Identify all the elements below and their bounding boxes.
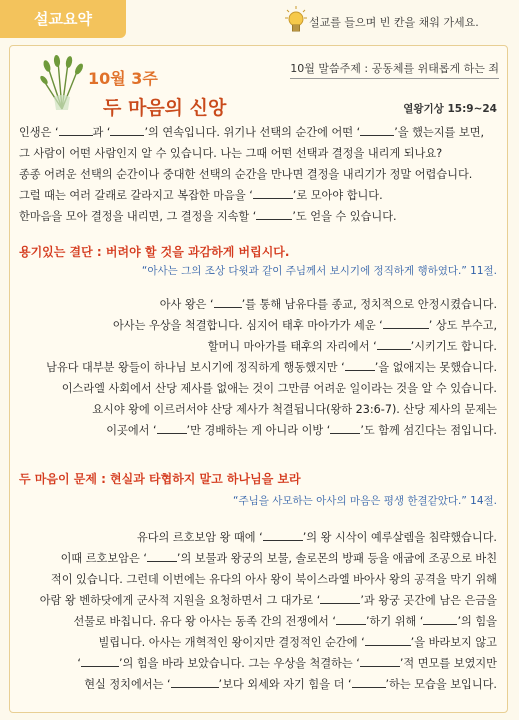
paragraph-line [19, 185, 383, 206]
section2-heading: 두 마음이 문제 : 현실과 타협하지 말고 하나님을 보라 [19, 472, 301, 486]
line-text: ’도 얻을 수 있습니다. [292, 210, 397, 223]
line-text: 이때 르호보암은 ‘ [60, 552, 147, 565]
line-text: ’도 함께 섬긴다는 점입니다. [360, 424, 497, 437]
line-text: 아람 왕 벤하닷에게 군사적 지원을 요청하면서 그 대가로 ‘ [39, 594, 321, 607]
line-text: ’적 면모를 보였지만 [399, 657, 497, 670]
paragraph-line [19, 122, 484, 143]
line-text: 과 ‘ [92, 126, 111, 139]
paragraph-line [98, 632, 497, 653]
paragraph-line [19, 143, 442, 164]
paragraph-line [40, 590, 497, 611]
fill-in-blank[interactable] [336, 624, 366, 625]
paragraph-line [19, 206, 397, 227]
line-text: 종종 어려운 선택의 순간이나 중대한 선택의 순간을 만나면 결정을 내리기가 정말 어렵습니다. [19, 168, 473, 181]
line-text: ’하기 위해 ‘ [365, 615, 424, 628]
fill-in-blank[interactable] [171, 687, 219, 688]
line-text: 빌립니다. 아사는 개혁적인 왕이지만 결정적인 순간에 ‘ [98, 636, 365, 649]
paragraph-line [19, 164, 472, 185]
paragraph-line [61, 548, 497, 569]
line-text: 이곳에서 ‘ [106, 424, 157, 437]
paragraph-line [137, 527, 497, 548]
line-text: 아사는 우상을 척결합니다. 심지어 태후 마아가가 세운 ‘ [112, 319, 383, 332]
fill-in-blank[interactable] [263, 540, 303, 541]
paragraph-line [77, 653, 497, 674]
paragraph-line [113, 315, 497, 336]
fill-in-hint: 설교를 들으며 빈 칸을 채워 가세요. [309, 16, 479, 29]
sermon-week: 10월 3주 [88, 69, 158, 88]
line-text: ’만 경배하는 게 아니라 이방 ‘ [186, 424, 331, 437]
line-text: ’의 힘을 바라 보았습니다. 그는 우상을 척결하는 ‘ [118, 657, 360, 670]
line-text: 한마음을 모아 결정을 내리면, 그 결정을 지속할 ‘ [19, 210, 257, 223]
paragraph-line [160, 294, 497, 315]
section1-heading: 용기있는 결단 : 버려야 할 것을 과감하게 버립시다. [19, 245, 290, 259]
paragraph-line [106, 420, 497, 441]
line-text: ’보다 외세와 자기 힘을 더 ‘ [218, 678, 352, 691]
section2-quote: “주님을 사모하는 아사의 마음은 평생 한결같았다.” 14절. [233, 495, 497, 507]
fill-in-blank[interactable] [214, 307, 242, 308]
fill-in-blank[interactable] [59, 135, 93, 136]
line-text: ’시키기도 합니다. [410, 340, 497, 353]
fill-in-blank[interactable] [256, 219, 292, 220]
wheat-plant-icon [38, 55, 86, 111]
fill-in-blank[interactable] [253, 198, 293, 199]
line-text: 적이 있습니다. 그런데 이번에는 유다의 아사 왕이 북이스라엘 바아사 왕의 공격을 막기 위해 [50, 573, 497, 586]
sermon-title: 두 마음의 신앙 [103, 97, 227, 119]
line-text: ’을 했는지를 보면, [394, 126, 485, 139]
paragraph-line [84, 674, 497, 695]
line-text: ’의 왕 시삭이 예루살렘을 침략했습니다. [302, 531, 497, 544]
fill-in-blank[interactable] [360, 135, 394, 136]
monthly-theme: 10월 말씀주제 : 공동체를 위태롭게 하는 죄 [290, 60, 499, 79]
line-text: 남유다 대부분 왕들이 하나님 보시기에 정직하게 행동했지만 ‘ [46, 361, 345, 374]
line-text: ’의 연속입니다. 위기나 선택의 순간에 어떤 ‘ [144, 126, 361, 139]
line-text: 요시야 왕에 이르러서야 산당 제사가 척결됩니다(왕하 23:6-7). 산당 제사의 문제는 [92, 403, 497, 416]
fill-in-blank[interactable] [365, 645, 411, 646]
paragraph-line [208, 336, 497, 357]
paragraph-line [46, 357, 497, 378]
line-text: 현실 정치에서는 ‘ [84, 678, 171, 691]
line-text: 선물로 바칩니다. 유다 왕 아사는 동족 간의 전쟁에서 ‘ [73, 615, 336, 628]
header-bar [0, 0, 519, 44]
section1-quote: “아사는 그의 조상 다윗과 같이 주님께서 보시기에 정직하게 행하였다.” 11절. [141, 265, 497, 277]
line-text: ’을 없애지는 못했습니다. [374, 361, 497, 374]
fill-in-blank[interactable] [345, 370, 375, 371]
line-text: 그럴 때는 여러 갈래로 갈라지고 복잡한 마음을 ‘ [19, 189, 253, 202]
fill-in-blank[interactable] [352, 687, 386, 688]
line-text: ’의 힘을 [457, 615, 497, 628]
line-text: ‘ [77, 657, 81, 670]
fill-in-blank[interactable] [330, 433, 360, 434]
paragraph-line [73, 611, 497, 632]
fill-in-blank[interactable] [383, 328, 429, 329]
fill-in-blank[interactable] [147, 561, 177, 562]
paragraph-line [62, 378, 497, 399]
line-text: 할머니 마아가를 태후의 자리에서 ‘ [207, 340, 377, 353]
paragraph-line [51, 569, 497, 590]
line-text: 아사 왕은 ‘ [159, 298, 214, 311]
fill-in-blank[interactable] [110, 135, 144, 136]
line-text: 이스라엘 사회에서 산당 제사를 없애는 것이 그만큼 어려운 일이라는 것을 알 수 있습니다. [61, 382, 497, 395]
line-text: 인생은 ‘ [19, 126, 59, 139]
line-text: 유다의 르호보암 왕 때에 ‘ [136, 531, 263, 544]
line-text: ’과 왕궁 곳간에 남은 은금을 [360, 594, 497, 607]
fill-in-blank[interactable] [377, 349, 411, 350]
fill-in-blank[interactable] [81, 666, 119, 667]
scripture-reference: 열왕기상 15:9~24 [403, 103, 497, 115]
line-text: ’ 상도 부수고, [428, 319, 497, 332]
lightbulb-icon [285, 6, 307, 36]
fill-in-blank[interactable] [423, 624, 457, 625]
line-text: ’의 보물과 왕궁의 보물, 솔로몬의 방패 등을 애굽에 조공으로 바친 [176, 552, 497, 565]
section-tab: 설교요약 [0, 0, 126, 38]
line-text: ’를 통해 남유다를 종교, 정치적으로 안정시켰습니다. [241, 298, 497, 311]
paragraph-line [92, 399, 497, 420]
line-text: ’하는 모습을 보입니다. [385, 678, 497, 691]
fill-in-blank[interactable] [320, 603, 360, 604]
line-text: 그 사람이 어떤 사람인지 알 수 있습니다. 나는 그때 어떤 선택과 결정을 내리게 되나요? [19, 147, 443, 160]
line-text: ’을 바라보지 않고 [410, 636, 497, 649]
line-text: ’로 모아야 합니다. [292, 189, 383, 202]
fill-in-blank[interactable] [157, 433, 187, 434]
fill-in-blank[interactable] [360, 666, 400, 667]
